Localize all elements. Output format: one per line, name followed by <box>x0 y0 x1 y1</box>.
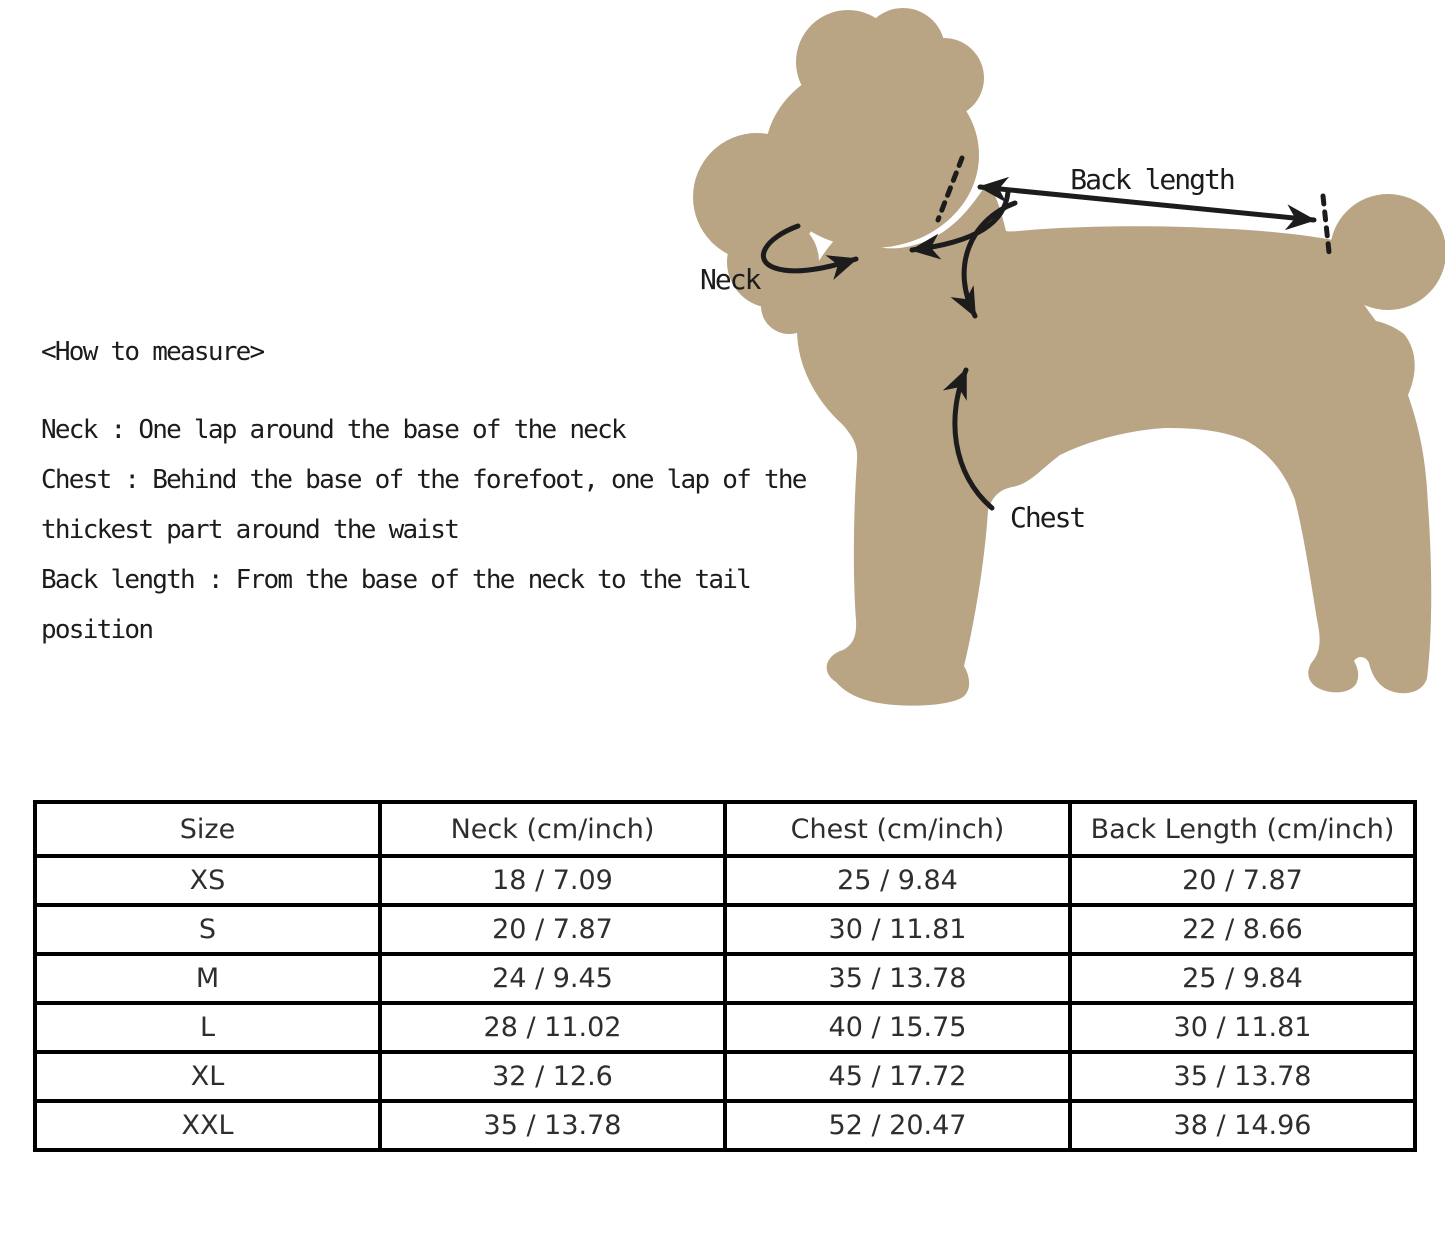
table-cell-back-length: 20 / 7.87 <box>1070 856 1415 905</box>
table-cell-neck: 35 / 13.78 <box>380 1101 725 1150</box>
table-cell-neck: 32 / 12.6 <box>380 1052 725 1101</box>
table-cell-back-length: 35 / 13.78 <box>1070 1052 1415 1101</box>
table-cell-back-length: 25 / 9.84 <box>1070 954 1415 1003</box>
table-cell-chest: 25 / 9.84 <box>725 856 1070 905</box>
chest-col-header: Chest (cm/inch) <box>725 802 1070 856</box>
table-header-row <box>35 802 1415 856</box>
table-cell-chest: 40 / 15.75 <box>725 1003 1070 1052</box>
table-row <box>35 1003 1415 1052</box>
table-cell-neck: 28 / 11.02 <box>380 1003 725 1052</box>
table-cell-chest: 30 / 11.81 <box>725 905 1070 954</box>
instruction-line: thickest part around the waist <box>41 515 459 545</box>
instruction-line: Chest : Behind the base of the forefoot, one lap of the <box>41 465 806 495</box>
table-cell-size: XS <box>35 856 380 905</box>
table-cell-back-length: 38 / 14.96 <box>1070 1101 1415 1150</box>
table-row <box>35 954 1415 1003</box>
table-cell-chest: 52 / 20.47 <box>725 1101 1070 1150</box>
neck-col-header: Neck (cm/inch) <box>380 802 725 856</box>
table-cell-back-length: 30 / 11.81 <box>1070 1003 1415 1052</box>
size-chart-table <box>33 800 1417 1152</box>
instruction-line: position <box>41 615 153 645</box>
instruction-line: Neck : One lap around the base of the neck <box>41 415 625 445</box>
size-col-header: Size <box>35 802 380 856</box>
chest-label: Chest <box>1010 501 1085 534</box>
table-row <box>35 1052 1415 1101</box>
table-cell-neck: 24 / 9.45 <box>380 954 725 1003</box>
instructions-heading: <How to measure> <box>41 337 264 367</box>
table-cell-neck: 20 / 7.87 <box>380 905 725 954</box>
measure-instructions <box>41 326 841 655</box>
table-cell-size: XXL <box>35 1101 380 1150</box>
neck-label: Neck <box>700 263 760 296</box>
table-cell-size: S <box>35 905 380 954</box>
table-row <box>35 856 1415 905</box>
instruction-lines <box>41 405 841 655</box>
back-length-col-header: Back Length (cm/inch) <box>1070 802 1415 856</box>
table-row <box>35 1101 1415 1150</box>
instruction-line: Back length : From the base of the neck to the tail <box>41 565 751 595</box>
table-cell-chest: 35 / 13.78 <box>725 954 1070 1003</box>
table-cell-neck: 18 / 7.09 <box>380 856 725 905</box>
table-cell-size: XL <box>35 1052 380 1101</box>
table-row <box>35 905 1415 954</box>
table-cell-chest: 45 / 17.72 <box>725 1052 1070 1101</box>
table-cell-size: M <box>35 954 380 1003</box>
table-cell-size: L <box>35 1003 380 1052</box>
table-cell-back-length: 22 / 8.66 <box>1070 905 1415 954</box>
back-length-label: Back length <box>1070 163 1234 196</box>
